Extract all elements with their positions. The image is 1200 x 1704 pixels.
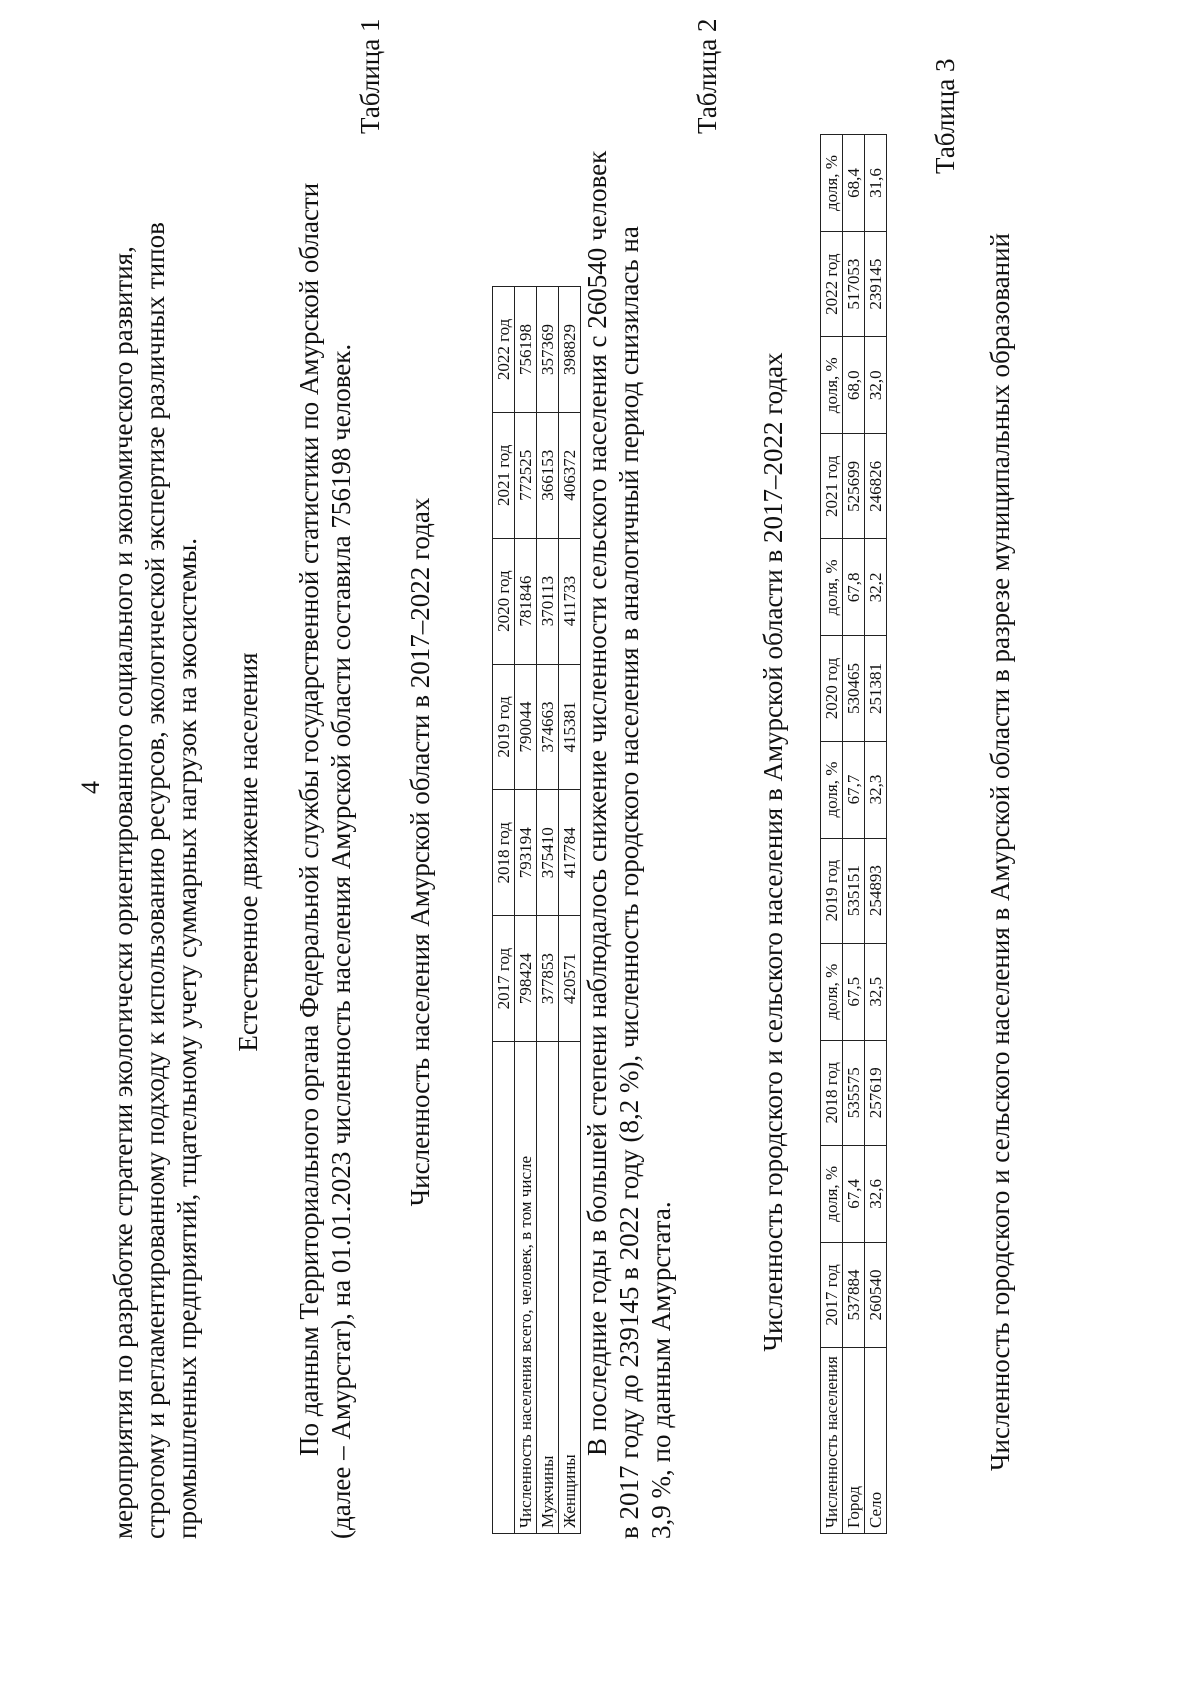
table-cell: 535151 [843, 838, 865, 943]
table-row [865, 135, 887, 1534]
table-cell: 406372 [559, 412, 581, 538]
table-cell: 251381 [865, 636, 887, 741]
table1-header-cell: 2019 год [493, 664, 515, 790]
table-cell: 793194 [515, 790, 537, 916]
table-cell: 32,2 [865, 539, 887, 636]
table2-header-cell: 2018 год [821, 1040, 843, 1145]
intro-line-2: строгому и регламентированному подходу к использованию ресурсов, экологической экспертизе различных типов [140, 222, 170, 1539]
population-table [492, 286, 581, 1534]
table2-title: Численность городского и сельского населения в Амурской области в 2017–2022 годах [758, 352, 788, 1352]
table-cell: 32,3 [865, 741, 887, 838]
table-cell: 246826 [865, 434, 887, 539]
table-cell: 798424 [515, 916, 537, 1042]
table-cell: 67,8 [843, 539, 865, 636]
table-cell: 31,6 [865, 135, 887, 232]
table-cell: 67,5 [843, 943, 865, 1040]
table-cell: Женщины [559, 1042, 581, 1534]
table-row [537, 287, 559, 1534]
table-cell: 370113 [537, 538, 559, 664]
table-cell: 535575 [843, 1040, 865, 1145]
table-row [515, 287, 537, 1534]
table-cell: 257619 [865, 1040, 887, 1145]
intro-line-1: мероприятия по разработке стратегии экологически ориентированного социального и экономического развития, [108, 246, 138, 1539]
table-cell: 375410 [537, 790, 559, 916]
table-cell: 415381 [559, 664, 581, 790]
table2-header-cell: 2021 год [821, 434, 843, 539]
table-cell: 537884 [843, 1242, 865, 1347]
table-cell: 772525 [515, 412, 537, 538]
table-cell: 517053 [843, 232, 865, 337]
table1-header-cell [493, 1042, 515, 1534]
table-cell: 417784 [559, 790, 581, 916]
table1-header-cell: 2017 год [493, 916, 515, 1042]
table1-header-cell: 2022 год [493, 287, 515, 413]
table-row [559, 287, 581, 1534]
table-cell: Мужчины [537, 1042, 559, 1534]
table1-header-cell: 2018 год [493, 790, 515, 916]
table2-header-cell: 2019 год [821, 838, 843, 943]
table1-header-cell: 2021 год [493, 412, 515, 538]
table3-title: Численность городского и сельского населения в Амурской области в разрезе муниципальных образований [985, 232, 1015, 1472]
page-number: 4 [76, 781, 105, 794]
table-cell: 260540 [865, 1242, 887, 1347]
table-cell: 790044 [515, 664, 537, 790]
table-cell: 67,4 [843, 1145, 865, 1242]
table3-label: Таблица 3 [930, 58, 960, 174]
table2-header-cell: доля, % [821, 943, 843, 1040]
section-title: Естественное движение населения [233, 652, 263, 1052]
table-cell: 68,4 [843, 135, 865, 232]
table2-header-cell: доля, % [821, 337, 843, 434]
para2-line-1: В последние годы в большей степени наблюдалось снижение численности сельского населения с 260540 человек [582, 150, 612, 1456]
table-cell: 68,0 [843, 337, 865, 434]
table-cell: 525699 [843, 434, 865, 539]
para1-line-1: По данным Территориального органа Федеральной службы государственной статистики по Амурской области [294, 182, 324, 1456]
table-row [843, 135, 865, 1534]
table-cell: 377853 [537, 916, 559, 1042]
table-cell: 32,5 [865, 943, 887, 1040]
table2-header-cell: 2022 год [821, 232, 843, 337]
para2-line-2: в 2017 году до 239145 в 2022 году (8,2 %), численность городского населения в аналогичный период снизилась на [614, 226, 644, 1539]
table1-header-cell: 2020 год [493, 538, 515, 664]
table2-header-cell: 2017 год [821, 1242, 843, 1347]
table-cell: 411733 [559, 538, 581, 664]
table-cell: 254893 [865, 838, 887, 943]
table-cell: 374663 [537, 664, 559, 790]
para2-line-3: 3,9 %, по данным Амурстата. [646, 1201, 676, 1539]
urban-rural-table [820, 134, 887, 1534]
table2-header-cell: 2020 год [821, 636, 843, 741]
table-cell: Город [843, 1348, 865, 1534]
table2-header-row [821, 135, 843, 1534]
table-cell: Численность населения всего, человек, в том числе [515, 1042, 537, 1534]
table2-label: Таблица 2 [692, 18, 722, 134]
table1-title: Численность населения Амурской области в 2017–2022 годах [405, 497, 435, 1207]
table-cell: 67,7 [843, 741, 865, 838]
table2-header-cell: доля, % [821, 1145, 843, 1242]
table-cell: 32,6 [865, 1145, 887, 1242]
table-cell: 32,0 [865, 337, 887, 434]
para1-line-2: (далее – Амурстат), на 01.01.2023 численность населения Амурской области составила 756198 человек. [326, 343, 356, 1539]
table2-header-cell: доля, % [821, 135, 843, 232]
table2-header-cell: Численность населения [821, 1348, 843, 1534]
table-cell: 781846 [515, 538, 537, 664]
table-cell: 357369 [537, 287, 559, 413]
table-cell: Село [865, 1348, 887, 1534]
table-cell: 398829 [559, 287, 581, 413]
table2-header-cell: доля, % [821, 539, 843, 636]
intro-line-3: промышленных предприятий, тщательному учету суммарных нагрузок на экосистемы. [172, 538, 202, 1539]
table-cell: 239145 [865, 232, 887, 337]
table2-header-cell: доля, % [821, 741, 843, 838]
table1-label: Таблица 1 [355, 18, 385, 134]
table-cell: 756198 [515, 287, 537, 413]
table-cell: 530465 [843, 636, 865, 741]
table-cell: 366153 [537, 412, 559, 538]
table-cell: 420571 [559, 916, 581, 1042]
table1-header-row [493, 287, 515, 1534]
